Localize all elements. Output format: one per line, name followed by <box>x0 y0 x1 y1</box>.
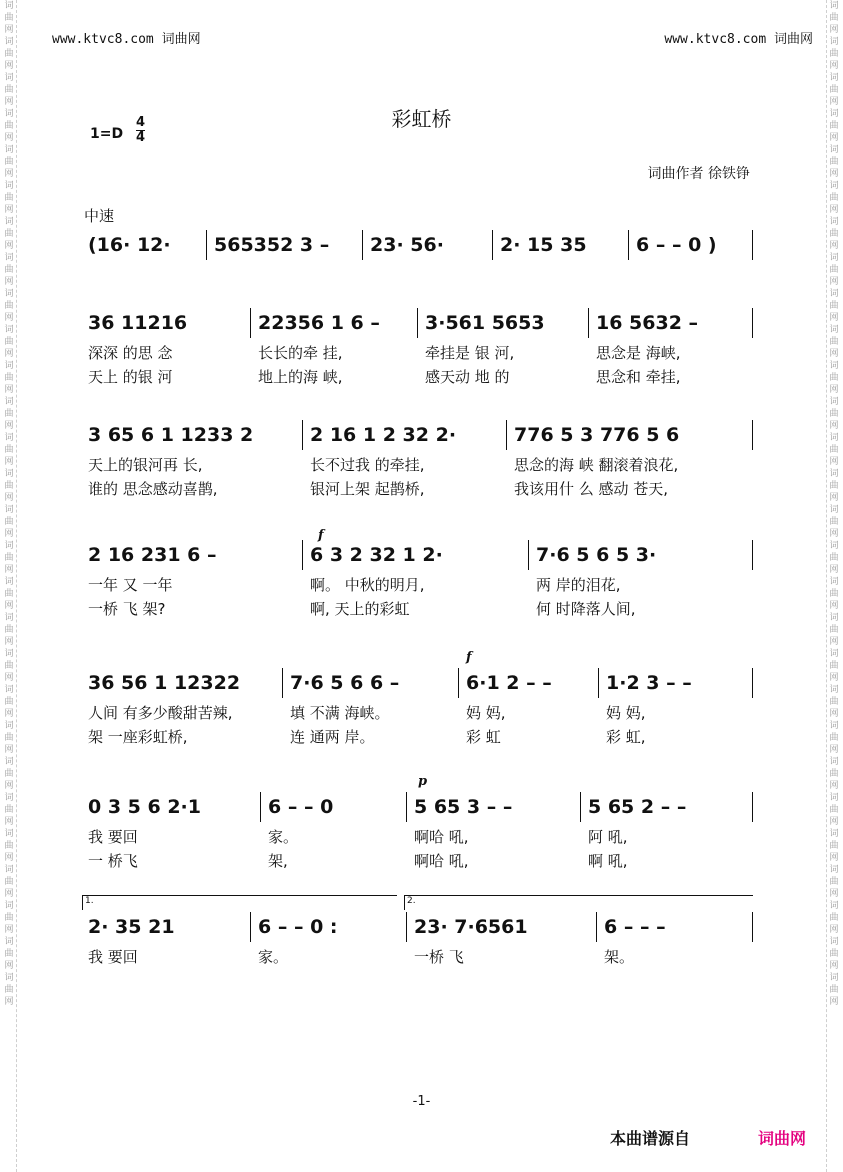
lyric-segment: 谁的 思念感动喜鹊, <box>88 480 218 498</box>
header-left-url: www.ktvc8.com <box>52 32 154 47</box>
barline <box>752 230 753 260</box>
lyric-segment: 长长的牵 挂, <box>258 344 343 362</box>
lyric-segment: 天上 的银 河 <box>88 368 173 386</box>
lyric-segment: 人间 有多少酸甜苦辣, <box>88 704 233 722</box>
lyric-segment: 啊。 中秋的明月, <box>310 576 425 594</box>
notes-line <box>80 792 755 822</box>
lyric-segment: 一年 又 一年 <box>88 576 173 594</box>
measure-notes: 6 3 2 32 1 2· <box>310 544 443 566</box>
lyric-segment: 两 岸的泪花, <box>536 576 621 594</box>
barline <box>580 792 581 822</box>
measure-notes: 5 65 2 – – <box>588 796 687 818</box>
header-left-site: 词曲网 <box>161 32 201 47</box>
lyric-segment: 啊 吼, <box>588 852 628 870</box>
lyric-segment: 家。 <box>258 948 289 966</box>
barline <box>260 792 261 822</box>
notes-line <box>80 912 755 942</box>
volta-first-ending: 1. <box>82 895 397 910</box>
barline <box>596 912 597 942</box>
lyric-segment: 家。 <box>268 828 299 846</box>
barline <box>752 308 753 338</box>
measure-notes: 23· 56· <box>370 234 444 256</box>
lyric-segment: 填 不满 海峡。 <box>290 704 390 722</box>
measure-notes: 7·6 5 6 5 3· <box>536 544 657 566</box>
staff-system <box>80 668 755 748</box>
notes-line <box>80 420 755 450</box>
measure-notes: 2 16 231 6 – <box>88 544 217 566</box>
source-label: 本曲谱源自 <box>610 1129 691 1148</box>
lyric-segment: 妈 妈, <box>466 704 506 722</box>
barline <box>458 668 459 698</box>
page-number: -1- <box>412 1094 431 1109</box>
measure-notes: 2· 15 35 <box>500 234 587 256</box>
measure-notes: 1·2 3 – – <box>606 672 692 694</box>
barline <box>752 912 753 942</box>
barline <box>752 420 753 450</box>
barline <box>417 308 418 338</box>
staff-system <box>80 792 755 872</box>
lyric-segment: 啊, 天上的彩虹 <box>310 600 410 618</box>
lyric-segment: 牵挂是 银 河, <box>425 344 515 362</box>
dynamic-forte-2: f <box>466 650 472 665</box>
notes-line <box>80 668 755 698</box>
barline <box>506 420 507 450</box>
barline <box>302 420 303 450</box>
measure-notes: (16· 12· <box>88 234 171 256</box>
barline <box>250 912 251 942</box>
time-signature-bottom: 4 <box>136 130 146 145</box>
header-right-url: www.ktvc8.com <box>664 32 767 47</box>
dynamic-piano: p <box>418 774 428 789</box>
barline <box>628 230 629 260</box>
barline <box>598 668 599 698</box>
lyric-segment: 我 要回 <box>88 948 138 966</box>
source-site: 词曲网 <box>758 1129 807 1148</box>
measure-notes: 6·1 2 – – <box>466 672 552 694</box>
measure-notes: 6 – – 0 <box>268 796 334 818</box>
lyric-segment: 思念是 海峡, <box>596 344 681 362</box>
tempo-marking: 中速 <box>84 207 115 225</box>
barline <box>492 230 493 260</box>
author-credit: 词曲作者 徐铁铮 <box>647 166 750 182</box>
measure-notes: 5 65 3 – – <box>414 796 513 818</box>
lyric-segment: 我该用什 么 感动 苍天, <box>514 480 669 498</box>
lyric-segment: 一 桥飞 <box>88 852 138 870</box>
notes-line <box>80 308 755 338</box>
staff-system <box>80 230 755 310</box>
measure-notes: 2· 35 21 <box>88 916 175 938</box>
measure-notes: 6 – – 0 : <box>258 916 338 938</box>
lyric-segment: 感天动 地 的 <box>425 368 510 386</box>
lyric-segment: 银河上架 起鹊桥, <box>310 480 425 498</box>
lyric-segment: 思念和 牵挂, <box>596 368 681 386</box>
measure-notes: 6 – – 0 ) <box>636 234 717 256</box>
header-right <box>664 28 813 47</box>
lyric-segment: 妈 妈, <box>606 704 646 722</box>
lyric-segment: 天上的银河再 长, <box>88 456 203 474</box>
dynamic-forte-1: f <box>318 528 324 543</box>
notes-line <box>80 230 755 260</box>
barline <box>588 308 589 338</box>
measure-notes: 3·561 5653 <box>425 312 545 334</box>
measure-notes: 36 56 1 12322 <box>88 672 241 694</box>
measure-notes: 22356 1 6 – <box>258 312 380 334</box>
lyric-segment: 长不过我 的牵挂, <box>310 456 425 474</box>
lyric-segment: 架, <box>268 852 288 870</box>
lyric-segment: 何 时降落人间, <box>536 600 636 618</box>
barline <box>362 230 363 260</box>
key-signature: 1=D <box>90 126 124 142</box>
measure-notes: 565352 3 – <box>214 234 330 256</box>
lyric-segment: 一桥 飞 <box>414 948 464 966</box>
lyric-segment: 深深 的思 念 <box>88 344 173 362</box>
header-right-site: 词曲网 <box>773 32 813 47</box>
lyric-segment: 架 一座彩虹桥, <box>88 728 188 746</box>
measure-notes: 23· 7·6561 <box>414 916 528 938</box>
lyric-segment: 地上的海 峡, <box>258 368 343 386</box>
barline <box>206 230 207 260</box>
barline <box>752 668 753 698</box>
staff-system <box>80 420 755 500</box>
measure-notes: 16 5632 – <box>596 312 699 334</box>
barline <box>282 668 283 698</box>
song-title: 彩虹桥 <box>391 107 452 131</box>
lyric-segment: 一桥 飞 架? <box>88 600 166 618</box>
header-left <box>52 28 201 47</box>
measure-notes: 2 16 1 2 32 2· <box>310 424 457 446</box>
left-watermark-strip: 词曲网词曲网词曲网词曲网词曲网词曲网词曲网词曲网词曲网词曲网词曲网词曲网词曲网词曲网词曲网词曲网词曲网词曲网词曲网词曲网词曲网词曲网词曲网词曲网词曲网词曲网词曲网词曲网 <box>2 0 17 1172</box>
staff-system <box>80 912 755 992</box>
measure-notes: 776 5 3 776 5 6 <box>514 424 680 446</box>
barline <box>752 792 753 822</box>
measure-notes: 0 3 5 6 2·1 <box>88 796 201 818</box>
lyric-segment: 架。 <box>604 948 635 966</box>
measure-notes: 3 65 6 1 1233 2 <box>88 424 254 446</box>
notes-line <box>80 540 755 570</box>
lyric-segment: 思念的海 峡 翻滚着浪花, <box>514 456 679 474</box>
staff-system <box>80 540 755 620</box>
lyric-segment: 彩 虹, <box>606 728 646 746</box>
lyric-segment: 我 要回 <box>88 828 138 846</box>
measure-notes: 6 – – – <box>604 916 666 938</box>
lyric-segment: 彩 虹 <box>466 728 501 746</box>
barline <box>250 308 251 338</box>
barline <box>406 912 407 942</box>
barline <box>302 540 303 570</box>
lyric-segment: 阿 吼, <box>588 828 628 846</box>
barline <box>752 540 753 570</box>
lyric-segment: 连 通两 岸。 <box>290 728 375 746</box>
barline <box>528 540 529 570</box>
right-watermark-strip: 词曲网词曲网词曲网词曲网词曲网词曲网词曲网词曲网词曲网词曲网词曲网词曲网词曲网词曲网词曲网词曲网词曲网词曲网词曲网词曲网词曲网词曲网词曲网词曲网词曲网词曲网词曲网词曲网 <box>826 0 841 1172</box>
time-signature-top: 4 <box>136 115 146 130</box>
lyric-segment: 啊哈 吼, <box>414 828 469 846</box>
barline <box>406 792 407 822</box>
time-signature <box>136 116 145 145</box>
volta-second-ending: 2. <box>404 895 753 910</box>
staff-system <box>80 308 755 388</box>
measure-notes: 7·6 5 6 6 – <box>290 672 400 694</box>
lyric-segment: 啊哈 吼, <box>414 852 469 870</box>
measure-notes: 36 11216 <box>88 312 188 334</box>
